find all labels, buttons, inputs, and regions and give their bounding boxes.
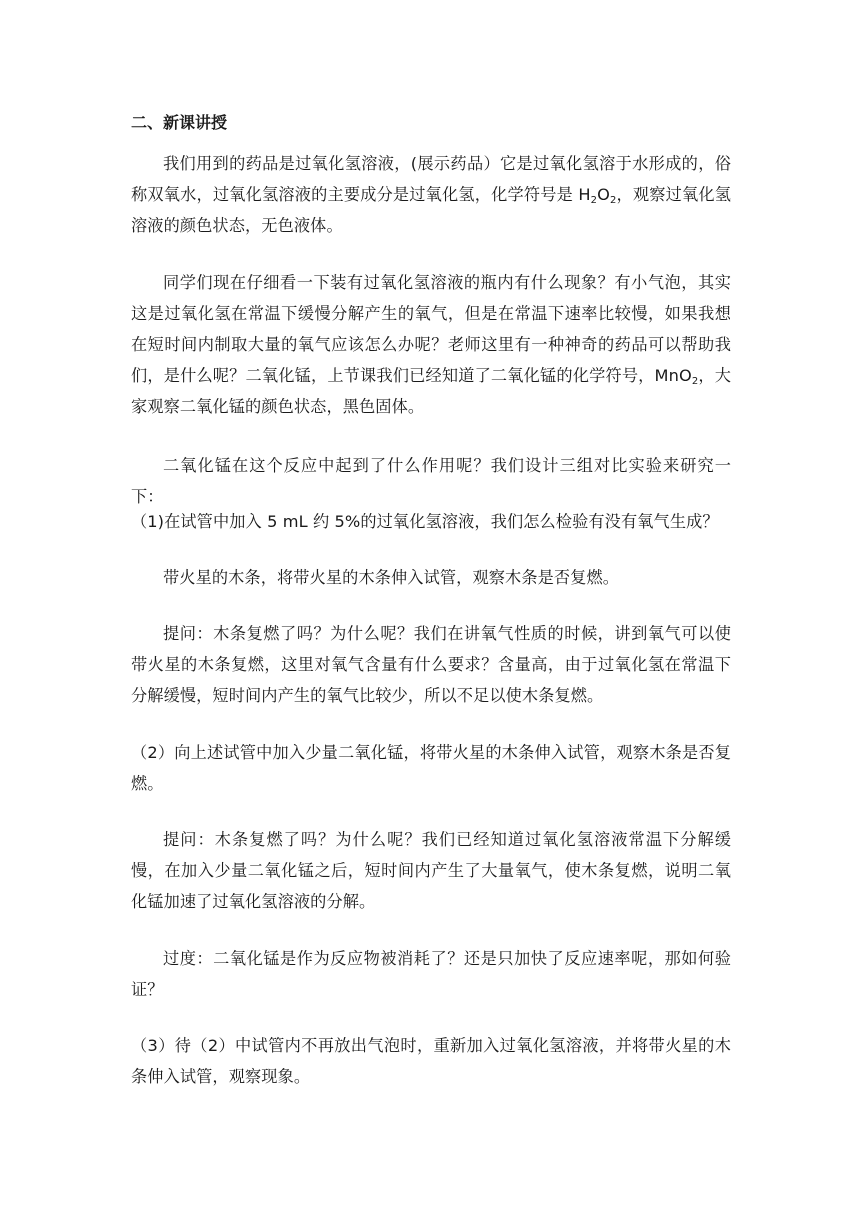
paragraph-text: ，大家观察二氧化锰的颜色状态，黑色固体。 [131, 366, 732, 416]
section-heading: 二、新课讲授 [131, 113, 228, 132]
paragraph-step-1: （1)在试管中加入 5 mL 约 5%的过氧化氢溶液，我们怎么检验有没有氧气生成？ [131, 512, 719, 531]
paragraph-transition: 过度：二氧化锰是作为反应物被消耗了？还是只加快了反应速率呢，那如何验证？ [131, 949, 731, 999]
paragraph-step-2: （2）向上述试管中加入少量二氧化锰，将带火星的木条伸入试管，观察木条是否复燃。 [131, 743, 731, 793]
subscript: 2 [590, 195, 598, 206]
paragraph-text: O [597, 185, 610, 204]
paragraph-text: 我们用到的药品是过氧化氢溶液，(展示药品）它是过氧化氢溶于水形成的，俗称双氧水，过氧化氢溶液的主要成分是过氧化氢，化学符号是 H [131, 154, 731, 204]
paragraph-question-2: 提问：木条复燃了吗？为什么呢？我们已经知道过氧化氢溶液常温下分解缓慢，在加入少量二氧化锰之后，短时间内产生了大量氧气，使木条复燃，说明二氧化锰加速了过氧化氢溶液的分解。 [131, 830, 731, 911]
paragraph-hydrogen-peroxide-intro [131, 148, 731, 241]
paragraph-text: ，观察过氧化氢溶液的颜色状态，无色液体。 [131, 185, 732, 235]
paragraph-experiment-design: 二氧化锰在这个反应中起到了什么作用呢？我们设计三组对比实验来研究一下： [131, 456, 731, 506]
paragraph-text: 同学们现在仔细看一下装有过氧化氢溶液的瓶内有什么现象？有小气泡，其实这是过氧化氢在常温下缓慢分解产生的氧气，但是在常温下速率比较慢，如果我想在短时间内制取大量的氧气应该怎么办呢？老师这里有一种神奇的药品可以帮助我们，是什么呢？二氧化锰，上节课我们已经知道了二氧化锰的化学符号，MnO [131, 273, 731, 385]
subscript: 2 [691, 376, 699, 387]
paragraph-step-3: （3）待（2）中试管内不再放出气泡时，重新加入过氧化氢溶液，并将带火星的木条伸入试管，观察现象。 [131, 1036, 731, 1086]
paragraph-manganese-dioxide-intro [131, 267, 731, 422]
paragraph-wood-splint: 带火星的木条，将带火星的木条伸入试管，观察木条是否复燃。 [163, 568, 620, 587]
subscript: 2 [609, 195, 617, 206]
paragraph-question-1: 提问：木条复燃了吗？为什么呢？我们在讲氧气性质的时候，讲到氧气可以使带火星的木条复燃，这里对氧气含量有什么要求？含量高，由于过氧化氢在常温下分解缓慢，短时间内产生的氧气比较少，所以不足以使木条复燃。 [131, 624, 731, 705]
